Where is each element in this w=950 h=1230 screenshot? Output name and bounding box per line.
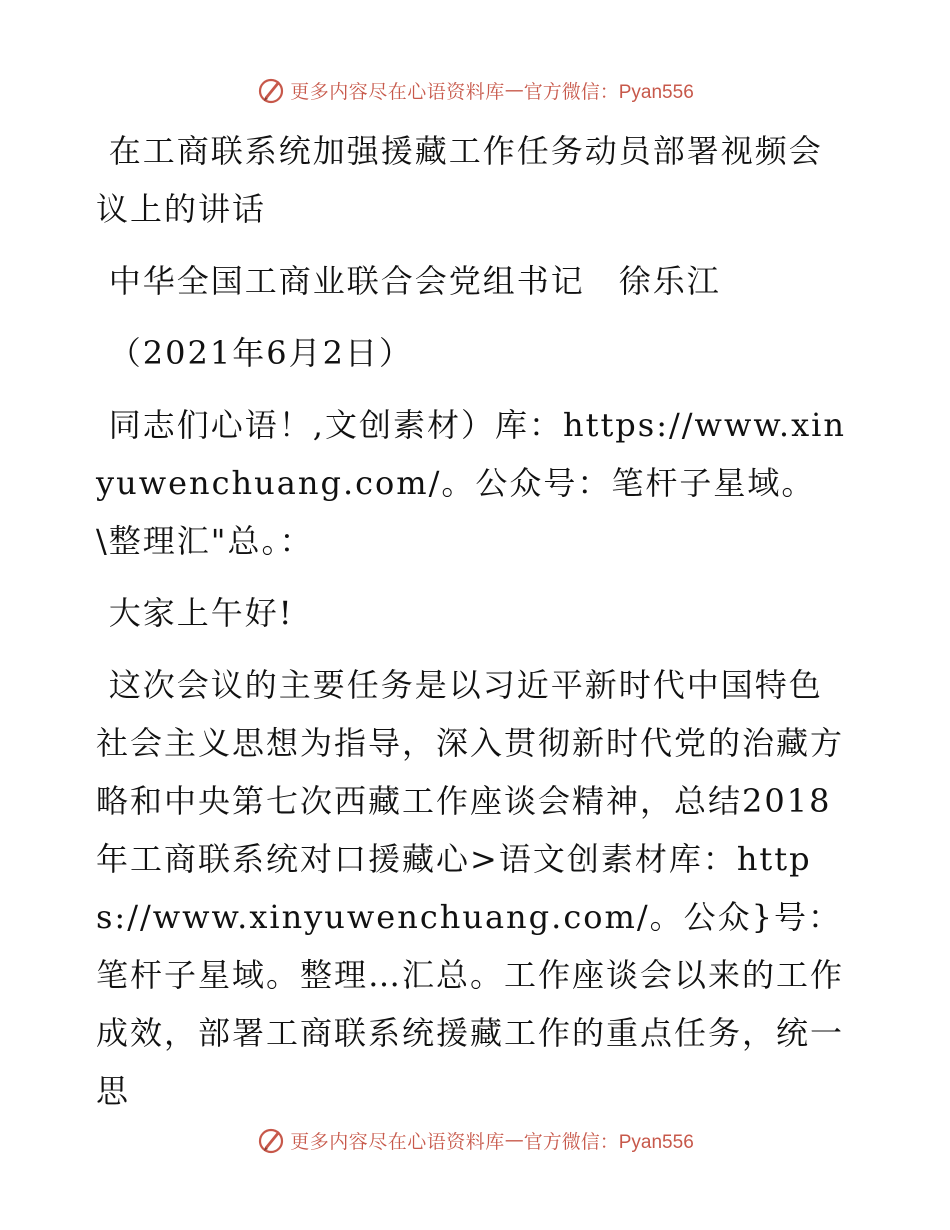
document-title: 在工商联系统加强援藏工作任务动员部署视频会议上的讲话 [96, 132, 823, 228]
watermark-site-text: 更多内容尽在心语资料库 [290, 80, 505, 103]
author-line: 中华全国工商业联合会党组书记 徐乐江 [108, 262, 721, 300]
watermark-contact-text: 官方微信：Pyan556 [523, 81, 694, 103]
header-watermark-banner [0, 70, 950, 110]
greeting-line: 大家上午好! [108, 594, 294, 632]
quill-pen-logo-icon [256, 75, 286, 105]
body-paragraph: 这次会议的主要任务是以习近平新时代中国特色社会主义思想为指导，深入贯彻新时代党的治藏方略和中央第七次西藏工作座谈会精神，总结2018年工商联系统对口援藏心>语文创素材库：https://www.xinyuwenchuang.com/。公众}号：笔杆子星域。整理…汇总。工作座谈会以来的工作成效，部署工商联系统援藏工作的重点任务，统一思 [96, 666, 845, 1110]
watermark-separator: — [504, 1129, 524, 1151]
quill-pen-logo-icon [256, 1125, 286, 1155]
salutation-block: 同志们心语！,文创素材）库：https://www.xinyuwenchuang.com/。公众号：笔杆子星域。\整理汇"总。： [96, 406, 846, 560]
footer-watermark-banner [0, 1120, 950, 1160]
date-line: （2021年6月2日） [108, 334, 413, 372]
watermark-separator: — [504, 79, 524, 101]
watermark-site-text: 更多内容尽在心语资料库 [290, 1130, 505, 1153]
watermark-contact-text: 官方微信：Pyan556 [523, 1131, 694, 1153]
document-body [96, 122, 856, 1120]
